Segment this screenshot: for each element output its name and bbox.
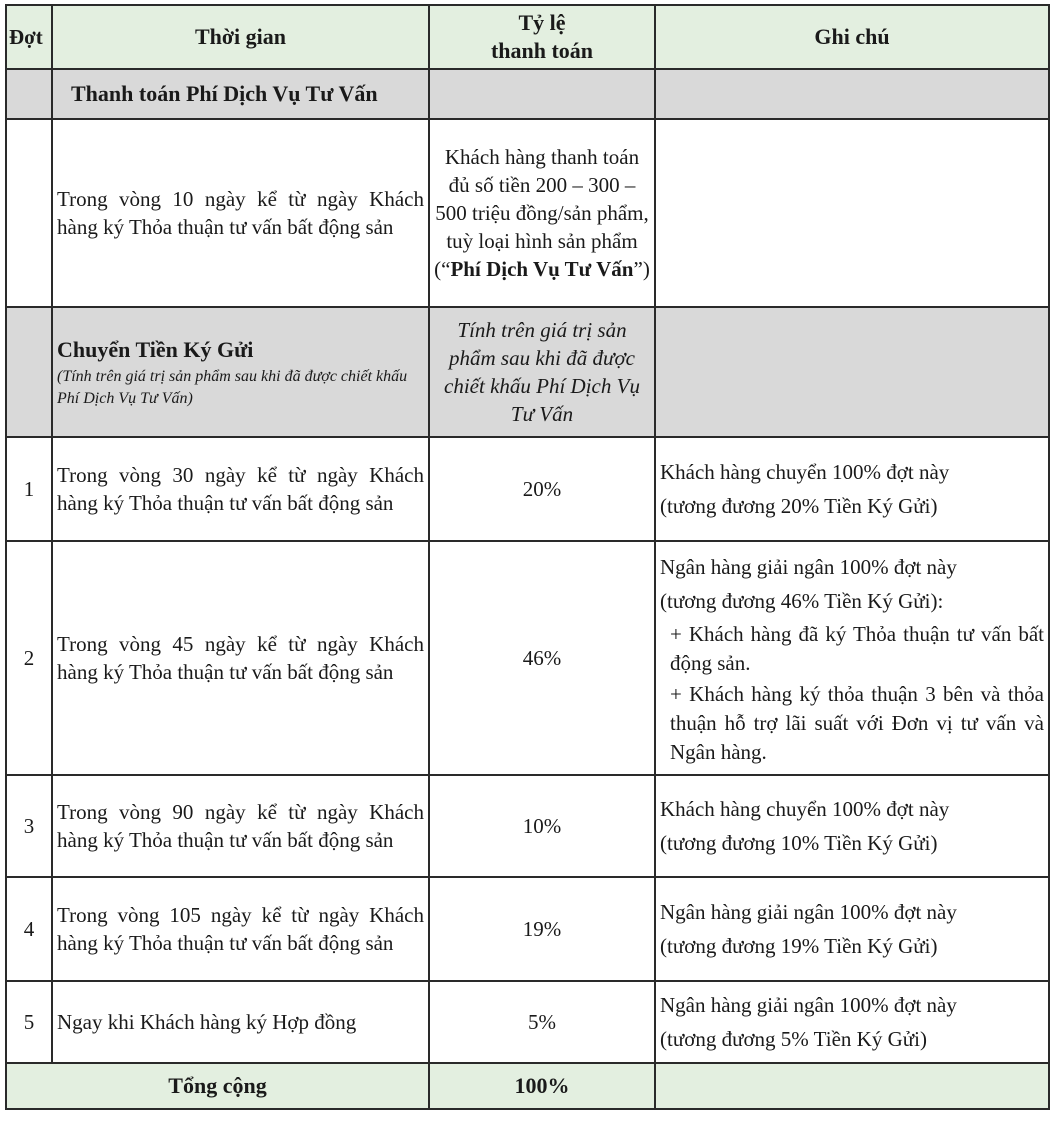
table-row [6, 541, 1049, 775]
table-row [6, 981, 1049, 1063]
total-row [6, 1063, 1049, 1109]
fee-time: Trong vòng 10 ngày kể từ ngày Khách hàng ký Thỏa thuận tư vấn bất động sản [52, 119, 429, 307]
section1-note-cell [655, 69, 1049, 119]
row-dot: 3 [6, 775, 52, 877]
row-note-line2: (tương đương 46% Tiền Ký Gửi): [660, 588, 944, 613]
table-row [6, 775, 1049, 877]
section1-dot-cell [6, 69, 52, 119]
section-deposit-row [6, 307, 1049, 437]
row-dot: 5 [6, 981, 52, 1063]
row-rate: 46% [429, 541, 655, 775]
row-note-bullet1: + Khách hàng đã ký Thỏa thuận tư vấn bất động sản. [670, 621, 1044, 675]
consulting-fee-row [6, 119, 1049, 307]
row-dot: 2 [6, 541, 52, 775]
fee-dot-cell [6, 119, 52, 307]
row-rate: 5% [429, 981, 655, 1063]
header-rate-line1: Tỷ lệ [518, 10, 566, 35]
row-note [655, 541, 1049, 775]
section1-title: Thanh toán Phí Dịch Vụ Tư Vấn [52, 69, 429, 119]
row-time: Ngay khi Khách hàng ký Hợp đồng [52, 981, 429, 1063]
row-note-line1: Ngân hàng giải ngân 100% đợt này [660, 900, 957, 924]
row-time: Trong vòng 90 ngày kể từ ngày Khách hàng ký Thỏa thuận tư vấn bất động sản [52, 775, 429, 877]
section2-title: Chuyển Tiền Ký Gửi [57, 337, 254, 362]
table-row [6, 437, 1049, 541]
row-dot: 4 [6, 877, 52, 981]
total-label: Tổng cộng [6, 1063, 429, 1109]
row-note [655, 775, 1049, 877]
table-header-row [6, 5, 1049, 69]
section-consulting-fee-row [6, 69, 1049, 119]
section2-rate: Tính trên giá trị sản phẩm sau khi đã được chiết khấu Phí Dịch Vụ Tư Vấn [429, 307, 655, 437]
total-rate: 100% [429, 1063, 655, 1109]
payment-schedule-table [5, 4, 1050, 1110]
header-rate-line2: thanh toán [490, 38, 594, 63]
row-rate: 20% [429, 437, 655, 541]
row-note-bullet2: + Khách hàng ký thỏa thuận 3 bên và thỏa thuận hỗ trợ lãi suất với Đơn vị tư vấn và Ngân hàng. [670, 681, 1044, 764]
total-note-cell [655, 1063, 1049, 1109]
section2-dot-cell [6, 307, 52, 437]
row-time: Trong vòng 30 ngày kể từ ngày Khách hàng ký Thỏa thuận tư vấn bất động sản [52, 437, 429, 541]
row-note-line2: (tương đương 20% Tiền Ký Gửi) [660, 494, 938, 518]
row-note [655, 437, 1049, 541]
row-time: Trong vòng 105 ngày kể từ ngày Khách hàng ký Thỏa thuận tư vấn bất động sản [52, 877, 429, 981]
row-note-line2: (tương đương 5% Tiền Ký Gửi) [660, 1027, 927, 1051]
section2-title-cell [52, 307, 429, 437]
section2-subtitle: (Tính trên giá trị sản phẩm sau khi đã được chiết khấu Phí Dịch Vụ Tư Vấn) [57, 368, 408, 407]
row-note-line2: (tương đương 19% Tiền Ký Gửi) [660, 934, 938, 958]
row-note-line1: Khách hàng chuyển 100% đợt này [660, 460, 950, 484]
section1-rate-cell [429, 69, 655, 119]
row-dot: 1 [6, 437, 52, 541]
header-dot: Đợt [6, 5, 52, 69]
row-time: Trong vòng 45 ngày kể từ ngày Khách hàng ký Thỏa thuận tư vấn bất động sản [52, 541, 429, 775]
row-rate: 19% [429, 877, 655, 981]
payment-schedule-sheet [5, 4, 1048, 1121]
fee-rate [429, 119, 655, 307]
row-note-line2: (tương đương 10% Tiền Ký Gửi) [660, 831, 938, 855]
header-time: Thời gian [52, 5, 429, 69]
header-note: Ghi chú [655, 5, 1049, 69]
fee-rate-suffix: ”) [633, 257, 650, 281]
fee-rate-bold: Phí Dịch Vụ Tư Vấn [450, 257, 634, 281]
row-note [655, 981, 1049, 1063]
section2-note-cell [655, 307, 1049, 437]
fee-rate-prefix: Khách hàng thanh toán đủ số tiền 200 – 300 – 500 triệu đồng/sản phẩm, tuỳ loại hình sản phẩm (“ [434, 145, 649, 281]
row-rate: 10% [429, 775, 655, 877]
header-rate [429, 5, 655, 69]
row-note-line1: Ngân hàng giải ngân 100% đợt này [660, 993, 957, 1017]
row-note [655, 877, 1049, 981]
table-row [6, 877, 1049, 981]
row-note-line1: Ngân hàng giải ngân 100% đợt này [660, 554, 957, 579]
row-note-line1: Khách hàng chuyển 100% đợt này [660, 797, 950, 821]
fee-note [655, 119, 1049, 307]
